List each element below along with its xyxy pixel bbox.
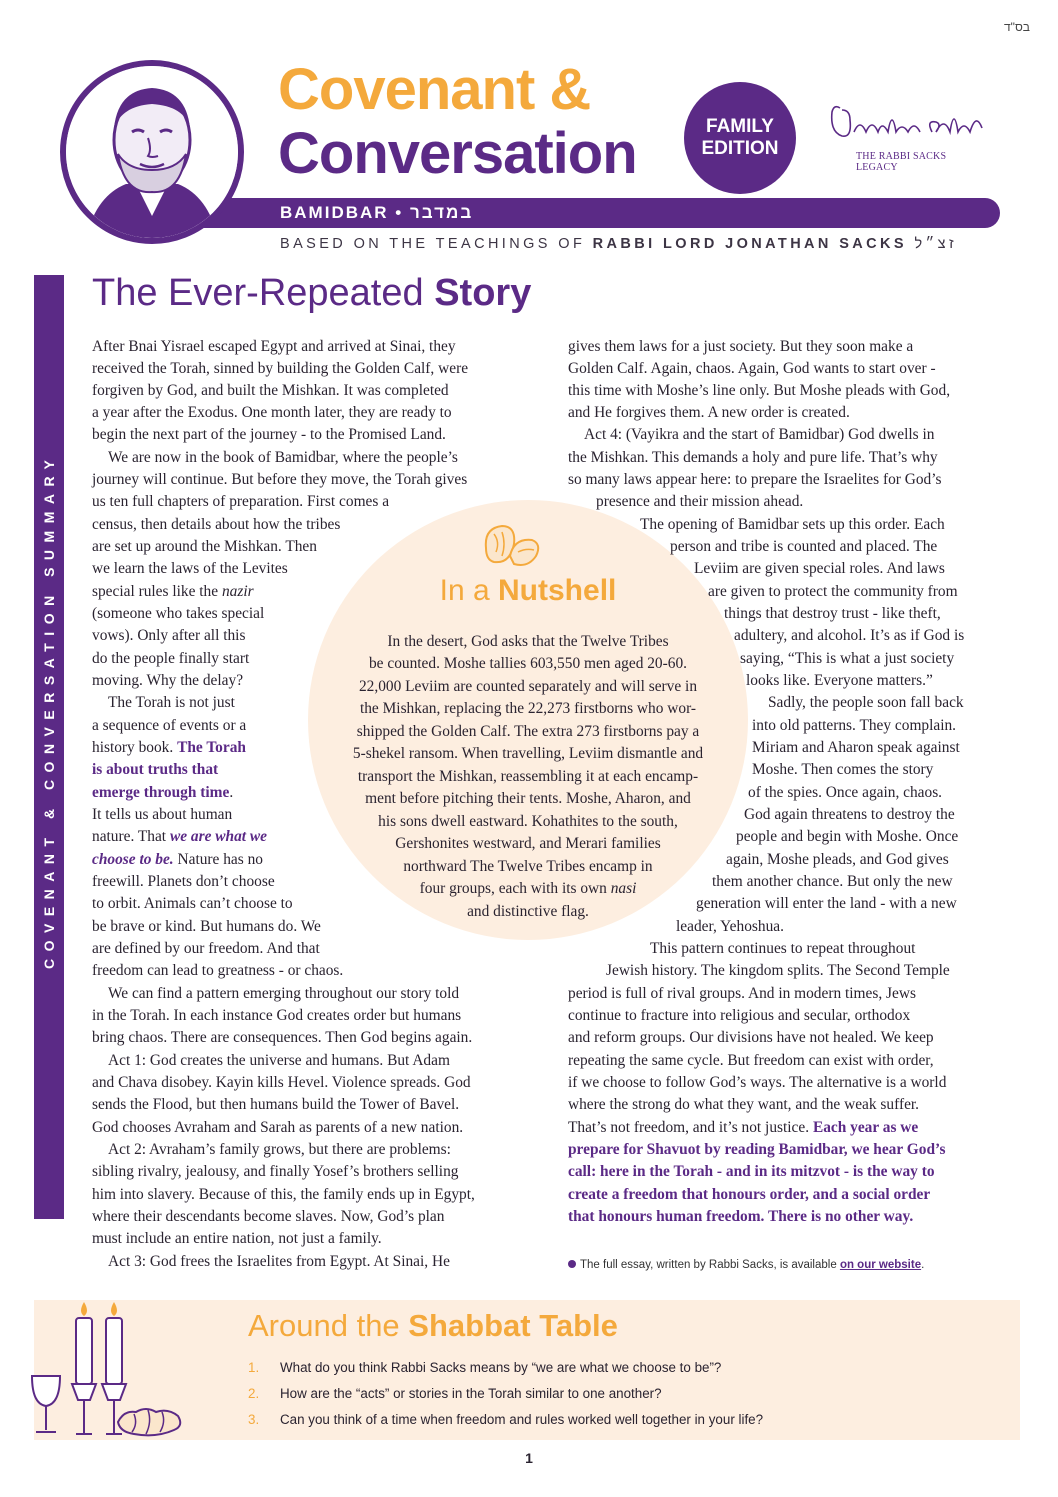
nutshell-title-bold: Nutshell	[498, 574, 617, 607]
body-text: nature. That	[92, 828, 167, 845]
body-text: That’s not freedom, and it’s not justice.	[568, 1119, 810, 1136]
body-line: bring chaos. There are consequences. Then God begins again.	[92, 1029, 473, 1046]
body-line: so many laws appear here: to prepare the Israelites for God’s	[568, 471, 942, 488]
body-highlight: create a freedom that honours order, and a social order	[568, 1186, 931, 1203]
question-text: Can you think of a time when freedom and rules worked well together in your life?	[280, 1412, 764, 1427]
body-emphasis: choose to be.	[92, 851, 174, 868]
footnote	[568, 1259, 924, 1271]
badge-line-1: FAMILY	[706, 116, 774, 137]
body-highlight: The Torah	[177, 739, 246, 756]
based-on-suffix: זצ״ל	[914, 236, 958, 252]
question-item	[248, 1386, 662, 1401]
nutshell-line: 5-shekel ransom. When travelling, Leviim dismantle and	[352, 745, 704, 762]
nutshell-line	[308, 878, 748, 901]
question-item	[248, 1360, 721, 1375]
headline-bold: Story	[434, 272, 532, 314]
body-line: to orbit. Animals can’t choose to	[92, 895, 293, 912]
body-line	[92, 782, 233, 804]
body-line	[92, 849, 263, 871]
body-line: into old patterns. They complain.	[752, 717, 957, 734]
nutshell-line: In the desert, God asks that the Twelve Tribes	[387, 633, 669, 650]
body-line: Act 1: God creates the universe and humans. But Adam	[108, 1052, 450, 1069]
body-line: of the spies. Once again, chaos.	[748, 784, 943, 801]
body-line: Jewish history. The kingdom splits. The Second Temple	[606, 962, 950, 979]
nutshell-line: and distinctive flag.	[467, 903, 589, 920]
title-covenant: Covenant &	[278, 57, 591, 122]
body-line: This pattern continues to repeat throughout	[650, 940, 916, 957]
body-line: sibling rivalry, jealousy, and finally Yosef’s brothers selling	[92, 1163, 459, 1180]
nutshell-text: four groups, each with its own	[419, 880, 607, 897]
nutshell-line: the Mishkan, replacing the 22,273 firstborns who wor-	[359, 700, 697, 717]
nutshell-line: 22,000 Leviim are counted separately and will serve in	[358, 678, 698, 695]
body-line: do the people finally start	[92, 650, 250, 667]
body-line: vows). Only after all this	[92, 627, 246, 644]
body-line: things that destroy trust - like theft,	[724, 605, 941, 622]
question-number: 3.	[248, 1412, 260, 1427]
body-line: and Chava disobey. Kayin kills Hevel. Violence spreads. God	[92, 1074, 471, 1091]
nutshell-line: transport the Mishkan, reassembling it at each encamp-	[357, 768, 699, 785]
body-line: God again threatens to destroy the	[744, 806, 955, 823]
nutshell-line: northward The Twelve Tribes encamp in	[403, 858, 653, 875]
body-text: special rules like the	[92, 583, 219, 600]
bullet-dot-icon	[568, 1260, 576, 1268]
nutshell-line: Gershonites westward, and Merari families	[395, 835, 661, 852]
body-line: and reform groups. Our divisions have not healed. We keep	[568, 1029, 934, 1046]
body-line: saying, “This is what a just society	[740, 650, 955, 667]
question-text: What do you think Rabbi Sacks means by “we are what we choose to be”?	[280, 1360, 722, 1375]
body-highlight: is about truths that	[92, 761, 219, 778]
body-line: gives them laws for a just society. But they soon make a	[568, 338, 914, 355]
question-number: 1.	[248, 1360, 260, 1375]
body-line: We can find a pattern emerging throughout our story told	[108, 985, 460, 1002]
body-line: census, then details about how the tribes	[92, 516, 341, 533]
side-bar-label: COVENANT & CONVERSATION SUMMARY	[41, 452, 57, 969]
body-line: be brave or kind. But humans do. We	[92, 918, 321, 935]
body-line: Moshe. Then comes the story	[752, 761, 934, 778]
body-line: Sadly, the people soon fall back	[768, 694, 964, 711]
based-on-name: RABBI LORD JONATHAN SACKS	[592, 236, 907, 252]
nutshell-line: his sons dwell eastward. Kohathites to the south,	[378, 813, 678, 830]
body-italic: nazir	[221, 583, 254, 600]
body-line: begin the next part of the journey - to the Promised Land.	[92, 426, 446, 443]
bsd-mark: בס"ד	[1004, 20, 1030, 34]
headline-regular: The Ever-Repeated	[92, 272, 424, 314]
body-line: Leviim are given special roles. And laws	[694, 560, 945, 577]
body-highlight: that honours human freedom. There is no other way.	[568, 1208, 914, 1225]
body-line: and He forgives them. A new order is created.	[568, 404, 850, 421]
body-line: us ten full chapters of preparation. First comes a	[92, 493, 390, 510]
body-line: sends the Flood, but then humans build the Tower of Bavel.	[92, 1096, 460, 1113]
body-text: .	[229, 784, 234, 801]
body-highlight: prepare for Shavuot by reading Bamidbar, we hear God’s	[568, 1141, 946, 1158]
signature-icon	[826, 102, 986, 148]
body-line: a sequence of events or a	[92, 717, 247, 734]
body-line: again, Moshe pleads, and God gives	[726, 851, 949, 868]
candles-and-challah-icon	[28, 1294, 188, 1444]
body-line: must include an entire nation, not just a family.	[92, 1230, 382, 1247]
body-line: him into slavery. Because of this, the family ends up in Egypt,	[92, 1186, 475, 1203]
nutshell-line: shipped the Golden Calf. The extra 273 firstborns pay a	[356, 723, 700, 740]
body-text: Nature has no	[177, 851, 263, 868]
page-number: 1	[525, 1450, 533, 1466]
body-line: freedom can lead to greatness - or chaos.	[92, 962, 344, 979]
body-line	[92, 826, 267, 848]
body-line: forgiven by God, and built the Mishkan. It was completed	[92, 382, 449, 399]
title-conversation: Conversation	[278, 121, 637, 186]
body-line: We are now in the book of Bamidbar, where the people’s	[108, 449, 458, 466]
family-edition-badge	[684, 82, 796, 194]
badge-line-2: EDITION	[701, 138, 779, 159]
shabbat-table-title	[248, 1308, 618, 1344]
body-highlight: call: here in the Torah - and in its mitzvot - is the way to	[568, 1163, 935, 1180]
body-line: repeating the same cycle. But freedom can exist with order,	[568, 1052, 934, 1069]
body-line: are defined by our freedom. And that	[92, 940, 320, 957]
body-line: freewill. Planets don’t choose	[92, 873, 275, 890]
body-line: period is full of rival groups. And in modern times, Jews	[568, 985, 916, 1002]
article-headline	[92, 268, 531, 318]
body-text: history book.	[92, 739, 174, 756]
based-on-line	[280, 236, 957, 252]
footnote-text: The full essay, written by Rabbi Sacks, is available	[580, 1259, 837, 1271]
body-line: the Mishkan. This demands a holy and pure life. That’s why	[568, 449, 938, 466]
nutshell-line: ment before pitching their tents. Moshe, Aharon, and	[365, 790, 691, 807]
body-line	[568, 1117, 918, 1139]
rabbi-sacks-legacy-logo	[826, 102, 986, 173]
body-line: journey will continue. But before they move, the Torah gives	[92, 471, 468, 488]
body-line: person and tribe is counted and placed. The	[670, 538, 938, 555]
rabbi-portrait	[60, 60, 244, 244]
portrait-illustration-icon	[66, 66, 238, 238]
website-link[interactable]: on our website	[839, 1259, 922, 1271]
body-line: this time with Moshe’s line only. But Moshe pleads with God,	[568, 382, 951, 399]
body-line: Act 2: Avraham’s family grows, but there are problems:	[108, 1141, 451, 1158]
body-line: people and begin with Moshe. Once	[736, 828, 959, 845]
body-line: looks like. Everyone matters.”	[746, 672, 933, 689]
body-line: adultery, and alcohol. It’s as if God is	[734, 627, 965, 644]
shabbat-title-regular: Around the	[248, 1308, 400, 1343]
nutshell-title-regular: In a	[439, 574, 490, 607]
nutshell-title	[308, 574, 748, 608]
body-line: Golden Calf. Again, chaos. Again, God wants to start over -	[568, 360, 936, 377]
body-line: are given to protect the community from	[708, 583, 958, 600]
body-line: where their descendants become slaves. Now, God’s plan	[92, 1208, 445, 1225]
body-line: if we choose to follow God’s ways. The alternative is a world	[568, 1074, 947, 1091]
body-line: are set up around the Mishkan. Then	[92, 538, 317, 555]
body-line: leader, Yehoshua.	[676, 918, 784, 935]
body-line: God chooses Avraham and Sarah as parents of a new nation.	[92, 1119, 464, 1136]
nutshell-italic: nasi	[610, 880, 637, 897]
question-number: 2.	[248, 1386, 260, 1401]
body-line: (someone who takes special	[92, 605, 265, 622]
question-item	[248, 1412, 763, 1427]
body-line	[92, 581, 254, 603]
body-line: generation will enter the land - with a new	[696, 895, 957, 912]
body-line: received the Torah, sinned by building the Golden Calf, were	[92, 360, 469, 377]
parsha-label: BAMIDBAR • במדבר	[280, 203, 474, 222]
footnote-end: .	[921, 1259, 925, 1271]
body-line: The Torah is not just	[108, 694, 235, 711]
body-line: where the strong do what they want, and the weak suffer.	[568, 1096, 920, 1113]
body-line: Act 3: God frees the Israelites from Egypt. At Sinai, He	[108, 1253, 450, 1270]
body-line: them another chance. But only the new	[712, 873, 953, 890]
body-line: presence and their mission ahead.	[596, 493, 804, 510]
body-line: It tells us about human	[92, 806, 233, 823]
based-on-prefix: BASED ON THE TEACHINGS OF	[280, 236, 586, 252]
body-line	[92, 737, 246, 759]
body-highlight: emerge through time	[92, 784, 230, 801]
body-line: Miriam and Aharon speak against	[752, 739, 960, 756]
body-line: we learn the laws of the Levites	[92, 560, 288, 577]
nutshell-line: be counted. Moshe tallies 603,550 men aged 20-60.	[368, 655, 687, 672]
almond-icon	[480, 522, 544, 572]
question-text: How are the “acts” or stories in the Torah similar to one another?	[280, 1386, 662, 1401]
body-line: After Bnai Yisrael escaped Egypt and arrived at Sinai, they	[92, 338, 456, 355]
shabbat-title-bold: Shabbat Table	[408, 1308, 618, 1343]
body-line: The opening of Bamidbar sets up this order. Each	[640, 516, 945, 533]
body-line: in the Torah. In each instance God creates order but humans	[92, 1007, 462, 1024]
body-line: moving. Why the delay?	[92, 672, 244, 689]
body-emphasis: we are what we	[169, 828, 267, 845]
logo-subtitle: THE RABBI SACKS LEGACY	[856, 151, 947, 173]
body-line: continue to fracture into religious and secular, orthodox	[568, 1007, 911, 1024]
body-line: a year after the Exodus. One month later, they are ready to	[92, 404, 452, 421]
body-line: Act 4: (Vayikra and the start of Bamidbar) God dwells in	[584, 426, 935, 443]
body-highlight: Each year as we	[812, 1119, 919, 1136]
